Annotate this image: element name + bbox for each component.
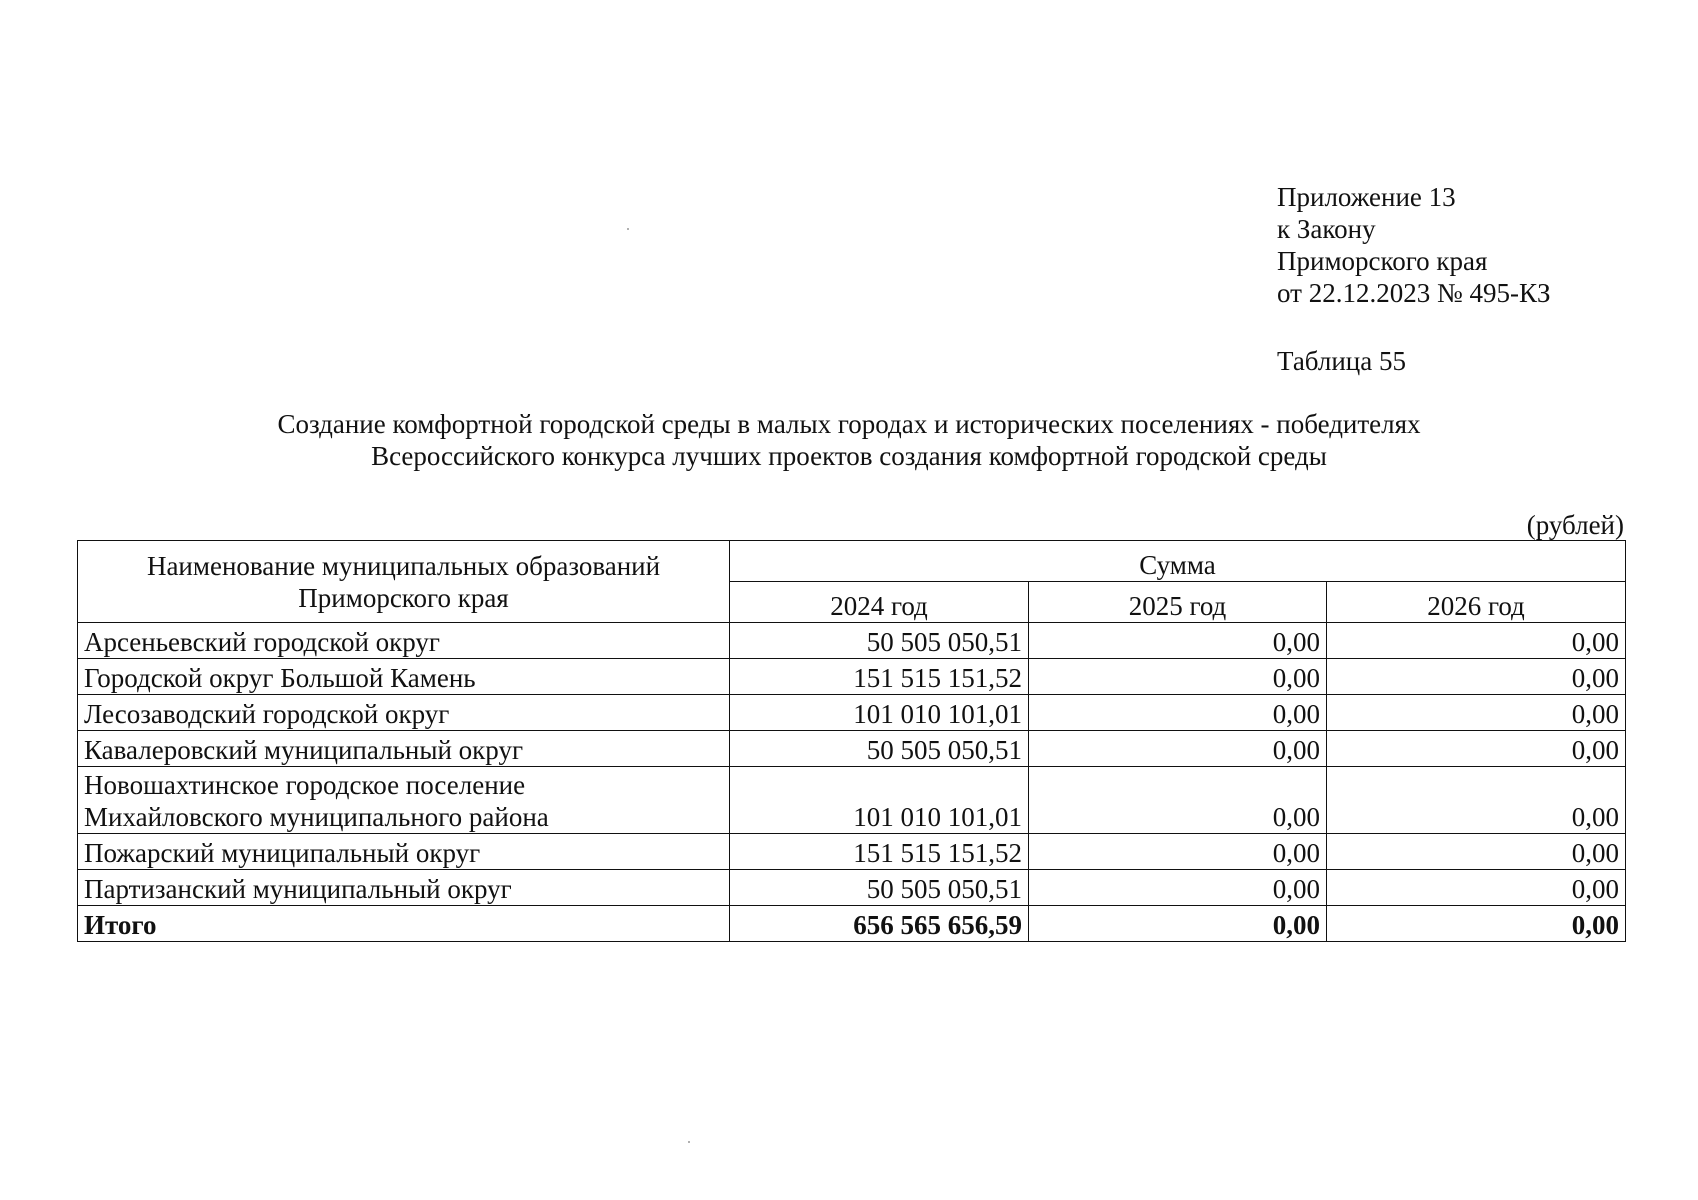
row-name: Кавалеровский муниципальный округ bbox=[78, 731, 730, 767]
row-2025: 0,00 bbox=[1029, 834, 1327, 870]
title-line-1: Создание комфортной городской среды в малых городах и исторических поселениях - победителях bbox=[277, 409, 1421, 439]
total-label: Итого bbox=[78, 906, 730, 942]
row-2025: 0,00 bbox=[1029, 767, 1327, 834]
appendix-region: Приморского края bbox=[1277, 246, 1488, 276]
table-row bbox=[78, 767, 1626, 834]
row-2026: 0,00 bbox=[1327, 623, 1626, 659]
row-2024: 50 505 050,51 bbox=[730, 623, 1029, 659]
row-2026: 0,00 bbox=[1327, 767, 1626, 834]
row-2024: 151 515 151,52 bbox=[730, 659, 1029, 695]
units-label: (рублей) bbox=[1526, 510, 1624, 540]
header-year-2024: 2024 год bbox=[730, 582, 1029, 623]
row-name-line-2: Михайловского муниципального района bbox=[84, 802, 549, 832]
row-2026: 0,00 bbox=[1327, 731, 1626, 767]
header-sum: Сумма bbox=[730, 541, 1626, 582]
table-row bbox=[78, 659, 1626, 695]
header-year-2025: 2025 год bbox=[1029, 582, 1327, 623]
row-2024: 101 010 101,01 bbox=[730, 767, 1029, 834]
appendix-block bbox=[1277, 181, 1550, 309]
table-row bbox=[78, 731, 1626, 767]
title-line-2: Всероссийского конкурса лучших проектов создания комфортной городской среды bbox=[371, 441, 1327, 471]
header-name-line-1: Наименование муниципальных образований bbox=[146, 550, 661, 581]
row-2025: 0,00 bbox=[1029, 695, 1327, 731]
table-row bbox=[78, 870, 1626, 906]
table-number-label: Таблица 55 bbox=[1277, 346, 1406, 376]
scan-speck bbox=[688, 1141, 690, 1143]
row-name: Арсеньевский городской округ bbox=[78, 623, 730, 659]
document-title bbox=[0, 408, 1698, 472]
total-2024: 656 565 656,59 bbox=[730, 906, 1029, 942]
row-2024: 50 505 050,51 bbox=[730, 870, 1029, 906]
appendix-law-ref: к Закону bbox=[1277, 214, 1376, 244]
table-row bbox=[78, 623, 1626, 659]
table-row bbox=[78, 695, 1626, 731]
table-row bbox=[78, 834, 1626, 870]
row-2024: 101 010 101,01 bbox=[730, 695, 1029, 731]
scan-speck bbox=[627, 228, 629, 230]
row-name: Лесозаводский городской округ bbox=[78, 695, 730, 731]
total-2025: 0,00 bbox=[1029, 906, 1327, 942]
row-2026: 0,00 bbox=[1327, 695, 1626, 731]
row-2025: 0,00 bbox=[1029, 623, 1327, 659]
row-name: Городской округ Большой Камень bbox=[78, 659, 730, 695]
header-year-2026: 2026 год bbox=[1327, 582, 1626, 623]
row-2026: 0,00 bbox=[1327, 870, 1626, 906]
table-header-row bbox=[78, 541, 1626, 582]
row-name: Пожарский муниципальный округ bbox=[78, 834, 730, 870]
row-2026: 0,00 bbox=[1327, 834, 1626, 870]
budget-table bbox=[77, 540, 1626, 942]
row-2024: 50 505 050,51 bbox=[730, 731, 1029, 767]
appendix-date-number: от 22.12.2023 № 495-КЗ bbox=[1277, 278, 1551, 308]
row-name-line-1: Новошахтинское городское поселение bbox=[84, 770, 526, 800]
appendix-number: Приложение 13 bbox=[1277, 182, 1456, 212]
header-name-line-2: Приморского края bbox=[298, 582, 509, 613]
row-2024: 151 515 151,52 bbox=[730, 834, 1029, 870]
table-total-row bbox=[78, 906, 1626, 942]
header-municipality-name bbox=[78, 541, 730, 623]
row-name: Партизанский муниципальный округ bbox=[78, 870, 730, 906]
row-2025: 0,00 bbox=[1029, 731, 1327, 767]
total-2026: 0,00 bbox=[1327, 906, 1626, 942]
row-2025: 0,00 bbox=[1029, 870, 1327, 906]
row-2025: 0,00 bbox=[1029, 659, 1327, 695]
row-name bbox=[78, 767, 730, 834]
row-2026: 0,00 bbox=[1327, 659, 1626, 695]
